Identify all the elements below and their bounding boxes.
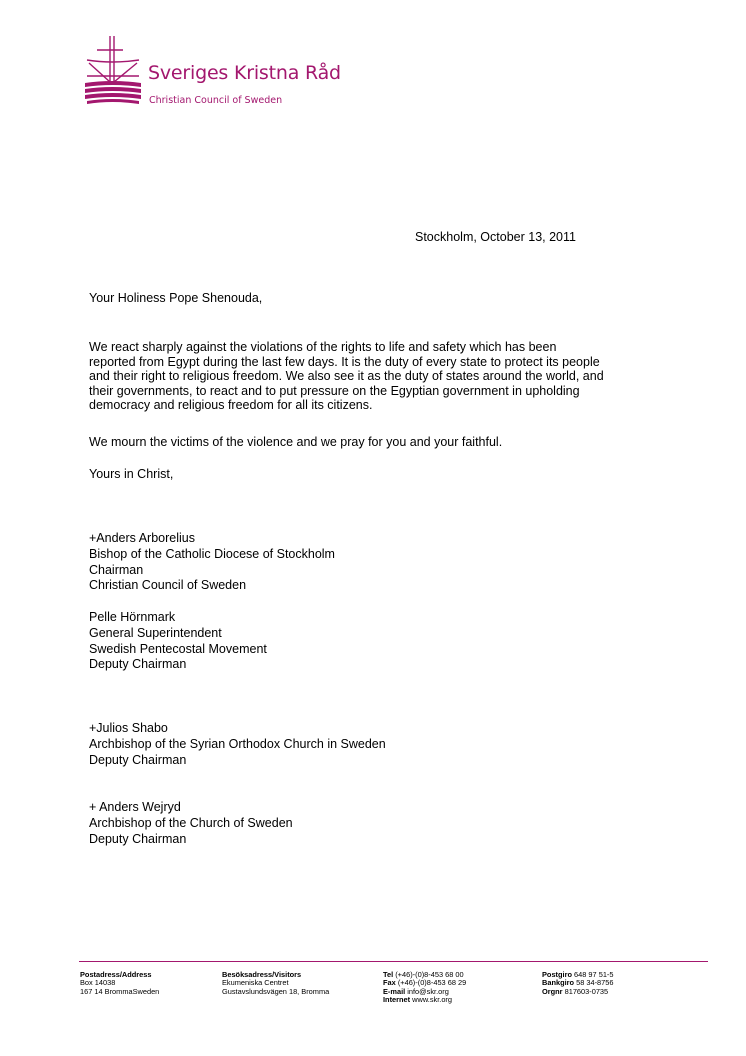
signatory-block (89, 721, 386, 768)
signatory-name: +Julios Shabo (89, 721, 168, 735)
signatory-role: Deputy Chairman (89, 831, 187, 846)
footer-value: (+46)-(0)8-453 68 00 (395, 970, 464, 979)
signatory-org: Swedish Pentecostal Movement (89, 641, 267, 656)
footer-contact (383, 971, 466, 1005)
signatory-org: Christian Council of Sweden (89, 578, 247, 593)
footer-visiting-address (222, 971, 329, 996)
paragraph-line: and their right to religious freedom. We also see it as the duty of states around the world, and (89, 369, 604, 384)
footer-label: Fax (383, 978, 396, 988)
signatory-block (89, 800, 293, 847)
footer-bank-details (542, 971, 614, 996)
footer-divider (79, 961, 708, 962)
footer-heading: Besöksadress/Visitors (222, 970, 302, 979)
footer-line: Gustavslundsvägen 18, Bromma (222, 986, 330, 996)
org-logo (84, 36, 384, 112)
salutation: Your Holiness Pope Shenouda, (89, 291, 263, 305)
footer-line: Ekumeniska Centret (222, 978, 289, 988)
paragraph-line: their governments, to react and to put pressure on the Egyptian government in upholding (89, 383, 580, 398)
footer-label: Internet (383, 995, 411, 1005)
paragraph-line: democracy and religious freedom for all its citizens. (89, 398, 373, 413)
footer-value: (+46)-(0)8-453 68 29 (397, 978, 467, 988)
footer-label: Bankgiro (542, 978, 575, 988)
footer-internet (383, 996, 466, 1004)
signatory-title: Archbishop of the Syrian Orthodox Church in Sweden (89, 736, 386, 751)
footer-line: Box 14038 (80, 978, 116, 988)
footer-value: info@skr.org (407, 986, 449, 996)
org-subtitle: Christian Council of Sweden (149, 95, 283, 106)
footer-line: 167 14 BrommaSweden (80, 986, 160, 996)
signatory-title: Bishop of the Catholic Diocese of Stockholm (89, 546, 335, 561)
paragraph-line: We react sharply against the violations of the rights to life and safety which has been (89, 340, 557, 354)
footer-value: www.skr.org (412, 995, 453, 1005)
footer-orgnr (542, 988, 614, 996)
footer-value: 817603-0735 (564, 986, 609, 996)
paragraph-line: We mourn the victims of the violence and we pray for you and your faithful. (89, 435, 503, 449)
signatory-name: + Anders Wejryd (89, 800, 181, 814)
footer-value: 648 97 51-5 (574, 970, 614, 979)
signatory-role: Deputy Chairman (89, 752, 187, 767)
footer-label: E-mail (383, 986, 406, 996)
footer-label: Tel (383, 970, 394, 979)
body-paragraph-1 (89, 340, 604, 413)
footer-label: Orgnr (542, 986, 563, 996)
signatory-role: Chairman (89, 562, 144, 577)
signatory-title: Archbishop of the Church of Sweden (89, 815, 293, 830)
footer-value: 58 34-8756 (576, 978, 614, 988)
signatory-title: General Superintendent (89, 625, 222, 640)
footer-heading: Postadress/Address (80, 970, 152, 979)
body-paragraph-2 (89, 435, 502, 450)
signatory-block (89, 531, 335, 594)
paragraph-line: reported from Egypt during the last few days. It is the duty of every state to protect its people (89, 354, 600, 369)
footer-label: Postgiro (542, 970, 572, 979)
signatory-name: Pelle Hörnmark (89, 610, 176, 624)
cross-boat-icon (84, 36, 146, 112)
signatory-role: Deputy Chairman (89, 657, 187, 672)
signatory-name: +Anders Arborelius (89, 531, 195, 545)
signatory-block (89, 610, 267, 673)
footer-postal-address (80, 971, 159, 996)
closing: Yours in Christ, (89, 467, 174, 481)
dateline: Stockholm, October 13, 2011 (415, 230, 576, 244)
org-name: Sveriges Kristna Råd (148, 62, 341, 84)
